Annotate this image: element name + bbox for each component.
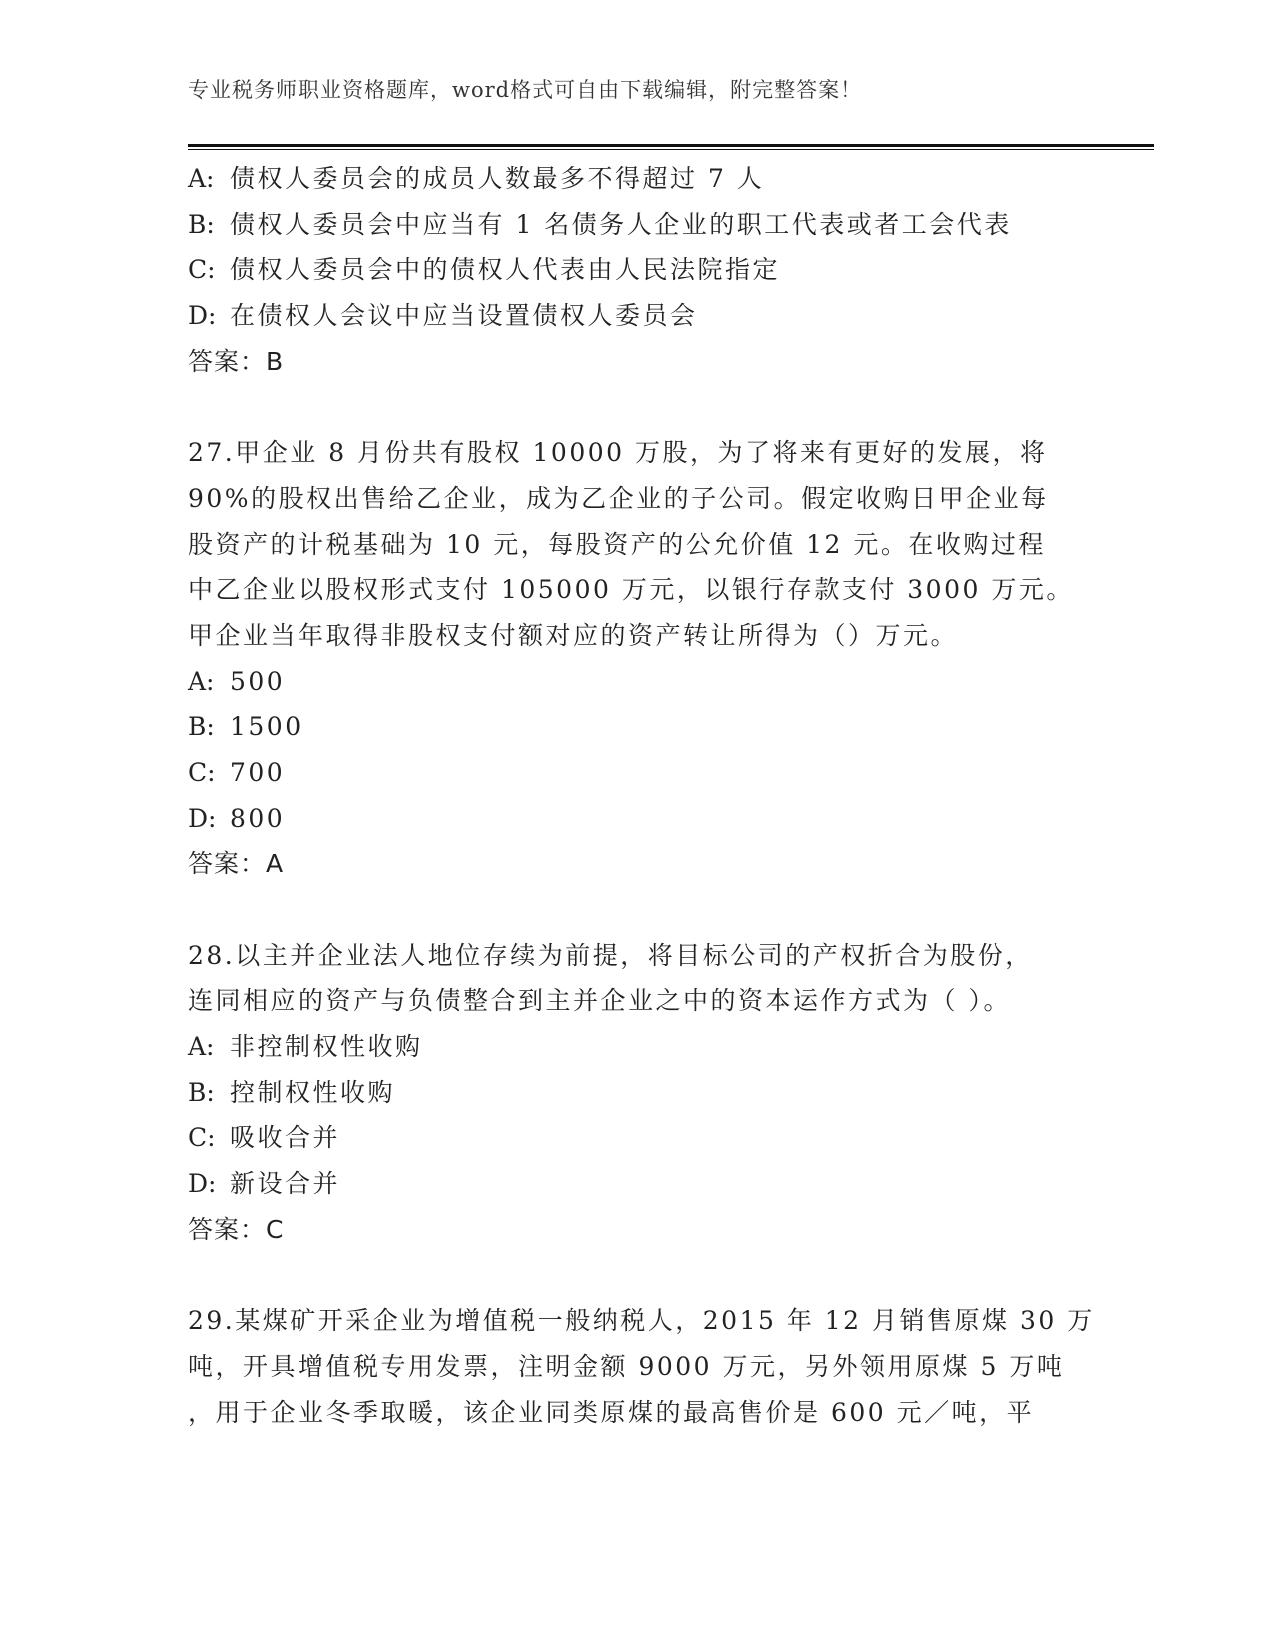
answer-line: 答案：B [188, 346, 285, 376]
option-letter: B: [188, 712, 215, 742]
header-rule-thick [188, 144, 1154, 147]
option-letter: B: [188, 1077, 215, 1107]
option-letter: D: [188, 301, 217, 331]
option-letter: A: [188, 164, 215, 193]
option-letter: C: [188, 757, 216, 787]
option-text: 在债权人会议中应当设置债权人委员会 [230, 301, 698, 331]
question-text-line: 吨，开具增值税专用发票，注明金额 9000 万元，另外领用原煤 5 万吨 [188, 1351, 1065, 1381]
option-text: 非控制权性收购 [230, 1032, 423, 1062]
option-b [188, 1070, 1088, 1116]
question-text-line: 甲企业当年取得非股权支付额对应的资产转让所得为（）万元。 [188, 620, 959, 650]
question-text-line: 29.某煤矿开采企业为增值税一般纳税人，2015 年 12 月销售原煤 30 万 [188, 1306, 1095, 1336]
spacer [188, 887, 1088, 933]
option-text: 债权人委员会中的债权人代表由人民法院指定 [230, 255, 781, 285]
page-header: 专业税务师职业资格题库，word格式可自由下载编辑，附完整答案！ [188, 78, 863, 102]
question-text-line: 28.以主并企业法人地位存续为前提，将目标公司的产权折合为股份， [188, 940, 1033, 970]
option-letter: B: [188, 209, 215, 239]
option-c [188, 750, 1088, 796]
question-text-line: 27.甲企业 8 月份共有股权 10000 万股，为了将来有更好的发展，将 [188, 438, 1048, 468]
option-text: 700 [230, 757, 286, 787]
spacer [188, 1253, 1088, 1299]
option-letter: C: [188, 1123, 216, 1153]
question-text-line: ，用于企业冬季取暖，该企业同类原煤的最高售价是 600 元／吨，平 [188, 1397, 1035, 1427]
option-a [188, 1024, 1088, 1070]
option-c [188, 247, 1088, 293]
option-text: 800 [230, 803, 286, 833]
option-d [188, 1161, 1088, 1207]
option-text: 控制权性收购 [230, 1077, 396, 1107]
option-text: 债权人委员会的成员人数最多不得超过 7 人 [230, 164, 765, 193]
question-content [188, 156, 1095, 1435]
option-d [188, 293, 1088, 339]
question-28 [188, 933, 1088, 1253]
question-text-line: 中乙企业以股权形式支付 105000 万元，以银行存款支付 3000 万元。 [188, 575, 1074, 605]
option-a [188, 659, 1088, 705]
option-text: 债权人委员会中应当有 1 名债务人企业的职工代表或者工会代表 [230, 209, 1012, 239]
option-letter: A: [188, 1032, 215, 1062]
answer-line: 答案：C [188, 1214, 285, 1244]
option-text: 500 [230, 666, 286, 696]
question-text-line: 连同相应的资产与负债整合到主并企业之中的资本运作方式为（ ）。 [188, 986, 1011, 1016]
option-b [188, 704, 1088, 750]
option-text: 1500 [230, 712, 304, 742]
option-letter: D: [188, 1169, 217, 1199]
question-text-line: 90%的股权出售给乙企业，成为乙企业的子公司。假定收购日甲企业每 [188, 483, 1049, 513]
question-27 [188, 430, 1088, 887]
option-text: 吸收合并 [230, 1123, 341, 1153]
question-29 [188, 1298, 1095, 1435]
option-b [188, 202, 1088, 248]
question-text-line: 股资产的计税基础为 10 元，每股资产的公允价值 12 元。在收购过程 [188, 529, 1046, 559]
option-d [188, 796, 1088, 842]
spacer [188, 384, 1088, 430]
option-letter: D: [188, 803, 217, 833]
option-a [188, 156, 1088, 202]
option-letter: A: [188, 666, 215, 696]
answer-line: 答案：A [188, 849, 285, 879]
header-rule-thin [188, 149, 1154, 150]
question-26 [188, 156, 1088, 384]
option-letter: C: [188, 255, 216, 285]
option-c [188, 1115, 1088, 1161]
option-text: 新设合并 [230, 1169, 341, 1199]
